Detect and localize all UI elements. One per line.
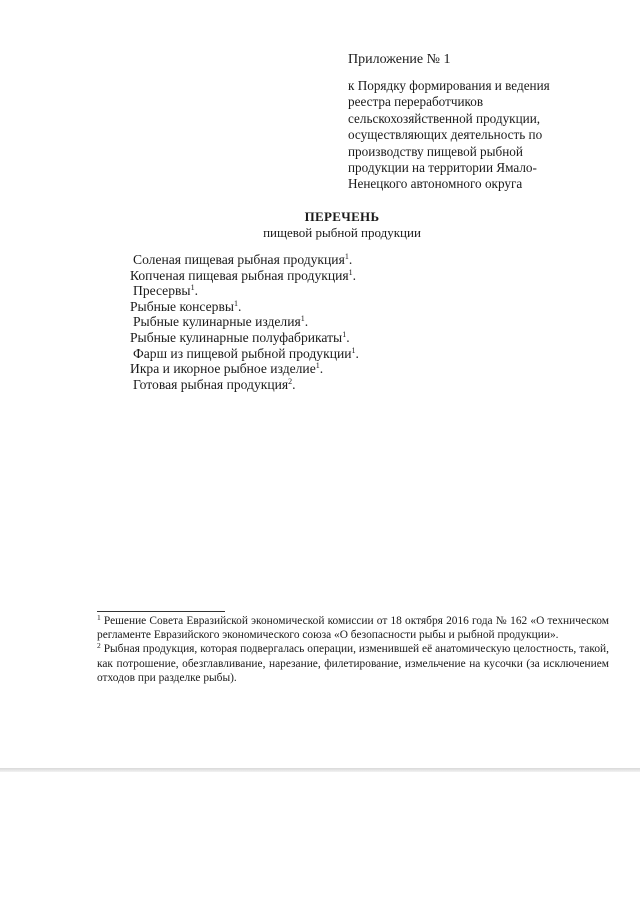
annex-line: осуществляющих деятельность по (348, 127, 543, 143)
footnote-divider (97, 611, 225, 612)
list-item (130, 330, 359, 346)
footnotes (97, 614, 609, 685)
footnote-ref: 1 (342, 329, 347, 339)
list-item (130, 299, 359, 315)
item-text: Рыбные кулинарные изделия (133, 314, 301, 330)
item-text: Копченая пищевая рыбная продукция (130, 267, 349, 283)
footnote-ref: 1 (190, 283, 195, 293)
annex-reference (348, 78, 596, 193)
annex-line: реестра переработчиков (348, 94, 484, 110)
footnote-ref: 1 (344, 252, 349, 261)
item-end: . (346, 329, 350, 345)
item-text: Фарш из пищевой рыбной продукции (133, 345, 352, 361)
item-text: Рыбные консервы (130, 298, 235, 314)
item-text: Рыбные кулинарные полуфабрикаты (130, 329, 343, 345)
annex-line: продукции на территории Ямало- (348, 160, 537, 176)
footnote-ref: 1 (348, 267, 353, 277)
item-end: . (238, 298, 242, 314)
product-list (130, 252, 359, 392)
list-item (130, 361, 359, 377)
annex-title: Приложение № 1 (348, 52, 451, 67)
item-end: . (292, 376, 296, 392)
list-item (130, 283, 359, 299)
document-heading: ПЕРЕЧЕНЬ (304, 209, 380, 224)
footnote-mark: 1 (97, 613, 101, 622)
item-end: . (355, 345, 359, 361)
list-item (130, 314, 359, 330)
item-end: . (304, 314, 309, 330)
footnote (97, 614, 609, 642)
annex-line: Ненецкого автономного округа (348, 176, 523, 192)
list-item (130, 377, 359, 393)
item-text: Соленая пищевая рыбная продукция (133, 252, 345, 267)
item-text: Икра и икорное рыбное изделие (130, 361, 316, 377)
document-subheading: пищевой рыбной продукции (263, 225, 421, 240)
item-end: . (319, 361, 324, 377)
footnote-ref: 1 (300, 314, 305, 324)
footnote-ref: 1 (351, 345, 356, 355)
list-item (130, 346, 359, 362)
item-end: . (348, 252, 353, 267)
footnote-mark: 2 (97, 641, 101, 651)
annex-line: производству пищевой рыбной (348, 143, 523, 159)
item-end: . (352, 267, 357, 283)
list-item (130, 252, 359, 268)
page-edge (0, 768, 640, 772)
footnote-ref: 1 (234, 298, 239, 308)
item-text: Пресервы (133, 283, 191, 299)
annex-line: сельскохозяйственной продукции, (348, 110, 541, 126)
footnote-ref: 2 (288, 376, 293, 386)
footnote-ref: 1 (315, 361, 320, 371)
footnote (97, 642, 609, 685)
list-item (130, 268, 359, 284)
footnote-text: Рыбная продукция, которая подвергалась операции, изменившей её анатомическую целостность, такой, как потрошение, обезглавливание, нарезание, филетирование, измельчение на кусочки (за исключением отходов при разделке рыбы). (97, 643, 609, 684)
footnote-text: Решение Совета Евразийской экономической комиссии от 18 октября 2016 года № 162 «О техническом регламенте Евразийского экономического союза «О безопасности рыбы и рыбной продукции». (97, 615, 609, 642)
item-end: . (194, 283, 198, 299)
item-text: Готовая рыбная продукция (133, 376, 289, 392)
annex-line: к Порядку формирования и ведения (348, 78, 550, 93)
